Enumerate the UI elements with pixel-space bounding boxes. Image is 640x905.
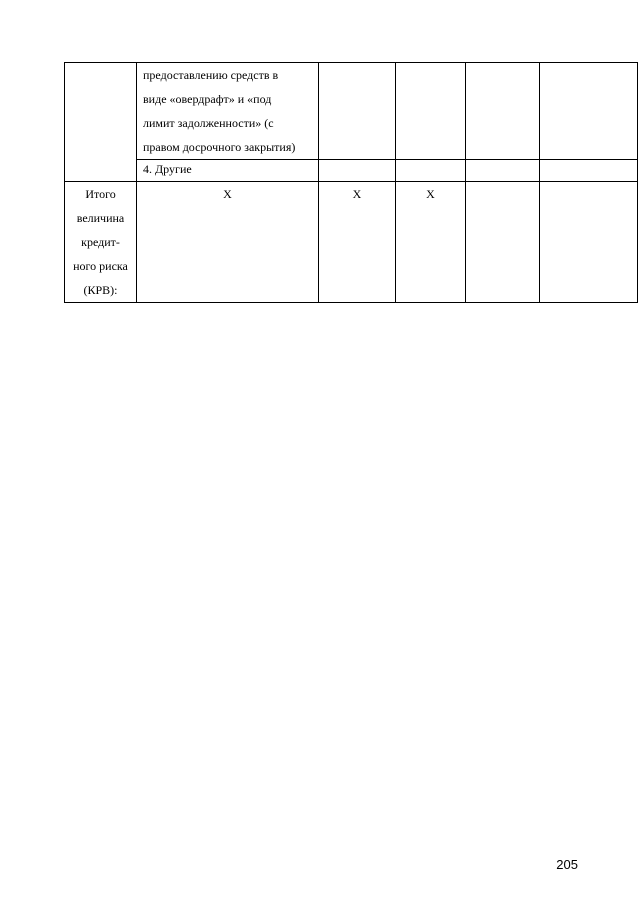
table-cell: X [319, 182, 396, 303]
table-row [65, 63, 638, 160]
table-cell [319, 63, 396, 160]
table-cell [540, 160, 638, 182]
table-row [65, 160, 638, 182]
table-cell [396, 63, 466, 160]
table-cell [396, 160, 466, 182]
table-cell: 4. Другие [137, 160, 319, 182]
table-cell [540, 63, 638, 160]
table-cell [466, 63, 540, 160]
credit-risk-table [64, 62, 638, 303]
table-row [65, 182, 638, 303]
table-cell [65, 63, 137, 182]
table-cell [319, 160, 396, 182]
page-number: 205 [556, 857, 578, 872]
table-cell [466, 160, 540, 182]
total-credit-risk-label: Итого величина кредит- ного риска (КРВ): [65, 182, 137, 303]
table-cell [540, 182, 638, 303]
table-cell [466, 182, 540, 303]
table-cell: X [137, 182, 319, 303]
table-cell: X [396, 182, 466, 303]
table-cell: предоставлению средств в виде «овердрафт» и «под лимит задолженности» (с правом досрочного закрытия) [137, 63, 319, 160]
